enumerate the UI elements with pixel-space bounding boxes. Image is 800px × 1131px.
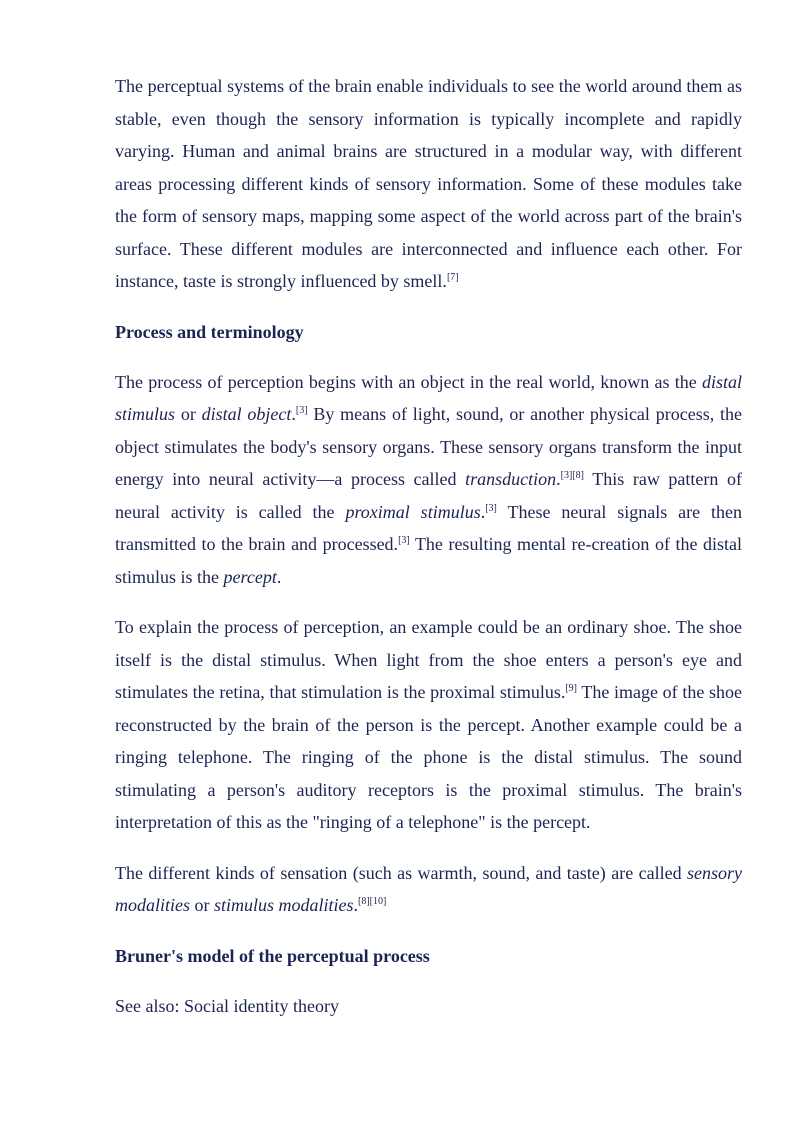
citation-ref[interactable]: [8][10]	[358, 896, 387, 907]
citation-ref[interactable]: [3][8]	[560, 470, 584, 481]
process-paragraph-2: To explain the process of perception, an example could be an ordinary shoe. The shoe itself is the distal stimulus. When light from the shoe enters a person's eye and stimulates the retina, that stimulation is the proximal stimulus.[9] The image of the shoe reconstructed by the brain of the person is the percept. Another example could be a ringing telephone. The ringing of the phone is the distal stimulus. The sound stimulating a person's auditory receptors is the proximal stimulus. The brain's interpretation of this as the "ringing of a telephone" is the percept.	[115, 617, 742, 832]
see-also-note: See also: Social identity theory	[115, 995, 339, 1016]
process-paragraph-3: The different kinds of sensation (such as warmth, sound, and taste) are called sensory modalities or stimulus modalities.[8][10]	[115, 862, 742, 915]
section-heading-bruner: Bruner's model of the perceptual process	[115, 945, 430, 966]
citation-ref[interactable]: [7]	[446, 272, 459, 283]
intro-paragraph: The perceptual systems of the brain enable individuals to see the world around them as stable, even though the sensory information is typically incomplete and rapidly varying. Human and animal brains are structured in a modular way, with different areas processing different kinds of sensory information. Some of these modules take the form of sensory maps, mapping some aspect of the world across part of the brain's surface. These different modules are interconnected and influence each other. For instance, taste is strongly influenced by smell.[7]	[115, 76, 742, 291]
process-paragraph-1: The process of perception begins with an object in the real world, known as the distal stimulus or distal object.[3] By means of light, sound, or another physical process, the object stimulates the body's sensory organs. These sensory organs transform the input energy into neural activity—a process called transduction.[3][8] This raw pattern of neural activity is called the proximal stimulus.[3] These neural signals are then transmitted to the brain and processed.[3] The resulting mental re-creation of the distal stimulus is the percept.	[115, 371, 742, 587]
document-page	[115, 70, 742, 1022]
citation-ref[interactable]: [3]	[295, 405, 308, 416]
citation-ref[interactable]: [3]	[398, 535, 410, 546]
section-heading-process: Process and terminology	[115, 321, 304, 342]
citation-ref[interactable]: [3]	[485, 502, 497, 514]
citation-ref[interactable]: [9]	[565, 683, 578, 694]
